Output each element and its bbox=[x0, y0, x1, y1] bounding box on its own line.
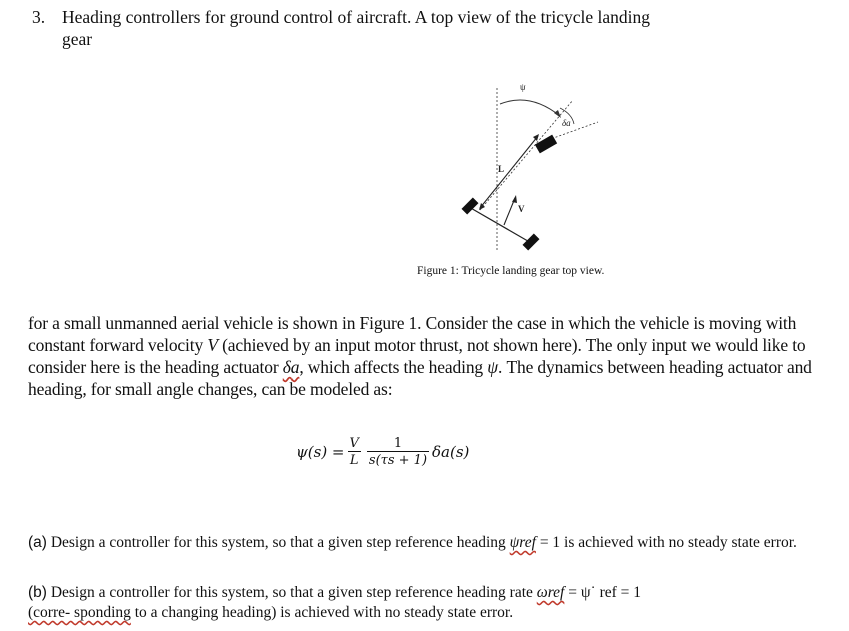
steer-axis bbox=[548, 122, 598, 140]
left-rear-wheel bbox=[462, 198, 479, 215]
part-b-label: (b) bbox=[28, 584, 47, 601]
psi-arc bbox=[500, 100, 560, 116]
length-arrowhead-bottom bbox=[479, 203, 485, 210]
part-a-text-1: Design a controller for this system, so that a given step reference heading bbox=[46, 534, 510, 551]
transfer-function-equation bbox=[296, 436, 469, 468]
psi-label: ψ bbox=[520, 82, 526, 92]
length-arrowhead-top bbox=[533, 134, 539, 141]
psi-arc-arrowhead bbox=[554, 110, 561, 118]
part-b-text-1: Design a controller for this system, so that a given step reference heading rate bbox=[46, 584, 537, 601]
tricycle-gear-figure bbox=[440, 80, 620, 260]
problem-title-line2: gear bbox=[62, 29, 93, 49]
part-a bbox=[28, 533, 818, 553]
para-text-4: . The dynamics between heading actuator and heading, for small angle changes, can be modeled as: bbox=[28, 357, 812, 399]
right-rear-wheel bbox=[523, 234, 540, 251]
problem-number: 3. bbox=[32, 7, 46, 27]
frac1-numerator: V bbox=[349, 436, 359, 451]
equation-rhs: δa(s) bbox=[432, 443, 470, 461]
para-text-3: , which affects the heading bbox=[299, 357, 488, 377]
length-arrow bbox=[480, 136, 538, 208]
part-b-text-3: (corre- sponding bbox=[28, 604, 131, 621]
part-a-text-2: = 1 is achieved with no steady state error. bbox=[535, 534, 797, 551]
fraction-plant bbox=[367, 436, 429, 468]
problem-heading bbox=[32, 6, 822, 50]
problem-title-line1: Heading controllers for ground control of aircraft. A top view of the tricycle landing bbox=[62, 7, 651, 27]
velocity-arrowhead bbox=[512, 195, 517, 203]
para-delta: δa bbox=[282, 357, 300, 377]
nose-wheel bbox=[535, 135, 557, 154]
part-b bbox=[28, 583, 818, 623]
figure-caption: Figure 1: Tricycle landing gear top view. bbox=[417, 265, 605, 277]
part-b-text-4: to a changing heading) is achieved with no steady state error. bbox=[130, 604, 514, 621]
length-label: L bbox=[498, 164, 505, 174]
para-text-1: for a small unmanned aerial vehicle is shown in Figure 1. Consider the case in which the vehicle is moving with constant forward velocity bbox=[28, 313, 797, 355]
delta-label: δa bbox=[562, 118, 571, 128]
frac2-denominator: s(τs + 1) bbox=[368, 453, 428, 468]
equation-lhs: ψ(s) = bbox=[296, 443, 345, 461]
fraction-v-over-l bbox=[348, 436, 361, 468]
part-a-label: (a) bbox=[28, 534, 47, 551]
part-a-ref: ψref bbox=[509, 534, 536, 551]
para-text-2: (achieved by an input motor thrust, not shown here). The only input we would like to consider here is the heading actuator bbox=[28, 335, 806, 377]
para-psi: ψ bbox=[487, 357, 498, 377]
velocity-label: V bbox=[518, 204, 525, 214]
part-b-ref: ωref bbox=[536, 584, 565, 601]
frac2-numerator: 1 bbox=[393, 436, 403, 451]
para-velocity: V bbox=[207, 335, 218, 355]
body-paragraph bbox=[28, 312, 828, 400]
frac1-denominator: L bbox=[349, 453, 359, 468]
part-b-text-2: = ψ˙ ref = 1 bbox=[564, 584, 642, 601]
